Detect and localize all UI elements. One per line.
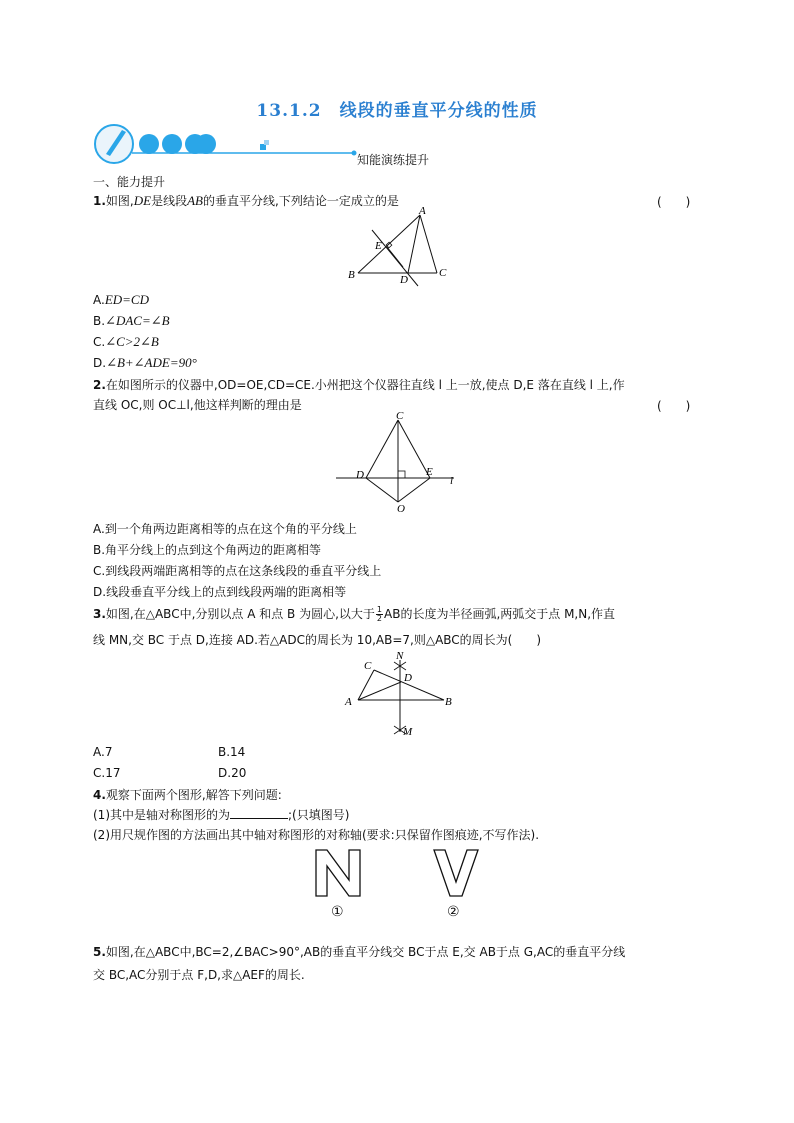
q2-label-o: O (397, 503, 405, 515)
banner-label: 知能演练提升 (357, 153, 430, 167)
q1-figure (340, 207, 460, 289)
banner-square-small (264, 140, 269, 145)
q4-sub2: (2)用尺规作图的方法画出其中轴对称图形的对称轴(要求:只保留作图痕迹,不写作法). (93, 828, 540, 842)
q2-option-c: C.到线段两端距离相等的点在这条线段的垂直平分线上 (93, 564, 382, 578)
q1-option-a: A.ED=CD (93, 292, 149, 307)
q3-option-d: D.20 (218, 766, 247, 780)
q1-label-b: B (348, 269, 355, 281)
q4-shape-n (316, 850, 360, 896)
banner-dot-1 (139, 134, 159, 154)
q5-stem-line1: 5.如图,在△ABC中,BC=2,∠BAC>90°,AB的垂直平分线交 BC于点 E,交 AB于点 G,AC的垂直平分线 (93, 945, 626, 959)
q1-answer-paren: ( ) (657, 195, 691, 209)
q2-right-angle-mark (398, 471, 405, 478)
q3-label-n: N (396, 650, 404, 662)
q1-seg-ac (420, 215, 437, 273)
q4-figures (300, 844, 500, 924)
q2-option-d: D.线段垂直平分线上的点到线段两端的距离相等 (93, 585, 347, 599)
q1-label-e: E (375, 240, 382, 252)
q2-figure (336, 412, 466, 516)
q2-stem-line1: 2.在如图所示的仪器中,OD=OE,CD=CE.小州把这个仪器往直线 l 上一放,使点 D,E 落在直线 l 上,作 (93, 378, 625, 392)
q3-stem-line1: 3.如图,在△ABC中,分别以点 A 和点 B 为圆心,以大于 $\frac{1}{2}$ AB的长度为半径画弧,两弧交于点 M,N,作直 (93, 605, 616, 623)
q4-shape-v (434, 850, 478, 896)
q1-label-c: C (439, 267, 447, 279)
q2-option-a: A.到一个角两边距离相等的点在这个角的平分线上 (93, 522, 357, 536)
q3-option-b: B.14 (218, 745, 246, 759)
section-heading: 一、能力提升 (93, 175, 166, 189)
q3-label-b: B (445, 696, 452, 708)
q3-figure (340, 648, 460, 740)
q2-label-e: E (426, 466, 433, 478)
q2-seg-cd (366, 420, 398, 478)
q4-label-2: ② (447, 904, 460, 920)
q3-label-c: C (364, 660, 372, 672)
banner-end-dot (352, 151, 357, 156)
q1-seg-ad (387, 247, 403, 267)
q2-answer-paren: ( ) (657, 399, 691, 413)
q2-stem-line2: 直线 OC,则 OC⊥l,他这样判断的理由是 (93, 398, 302, 412)
page-title: 13.1.2 线段的垂直平分线的性质 (256, 101, 538, 121)
q3-option-a: A.7 (93, 745, 113, 759)
q4-label-1: ① (331, 904, 344, 920)
q3-label-d: D (404, 672, 412, 684)
q1-seg-ad2 (408, 215, 420, 273)
q1-option-b: B.∠DAC=∠B (93, 313, 170, 328)
q2-label-l: l (450, 475, 454, 487)
q3-label-m: M (403, 726, 413, 738)
q2-label-c: C (396, 412, 404, 422)
q4-answer-blank (230, 806, 288, 819)
q2-option-b: B.角平分线上的点到这个角两边的距离相等 (93, 543, 322, 557)
q2-seg-eo (398, 478, 430, 502)
q5-stem-line2: 交 BC,AC分别于点 F,D,求△AEF的周长. (93, 968, 305, 982)
q4-sub1: (1)其中是轴对称图形的为 ;(只填图号) (93, 808, 350, 822)
q4-stem: 4.观察下面两个图形,解答下列问题: (93, 788, 282, 802)
q3-label-a: A (345, 696, 352, 708)
q3-seg-ac (358, 670, 374, 700)
q3-seg-ad (358, 682, 401, 700)
banner-dot-4 (196, 134, 216, 154)
q1-label-a: A (419, 207, 426, 217)
q3-stem-line2: 线 MN,交 BC 于点 D,连接 AD.若△ADC的周长为 10,AB=7,则△ABC的周长为( ) (93, 633, 542, 647)
q1-stem: 1.如图,DE是线段AB的垂直平分线,下列结论一定成立的是 (93, 193, 399, 208)
q1-right-angle-mark (386, 242, 392, 248)
q3-fraction: $\frac{1}{2}$ (376, 605, 382, 623)
q3-option-c: C.17 (93, 766, 121, 780)
q1-option-d: D.∠B+∠ADE=90° (93, 355, 197, 370)
banner-dot-2 (162, 134, 182, 154)
q2-seg-do (366, 478, 398, 502)
q2-label-d: D (356, 469, 364, 481)
q1-label-d: D (400, 274, 408, 286)
q1-option-c: C.∠C>2∠B (93, 334, 159, 349)
q1-seg-ab (358, 215, 420, 273)
